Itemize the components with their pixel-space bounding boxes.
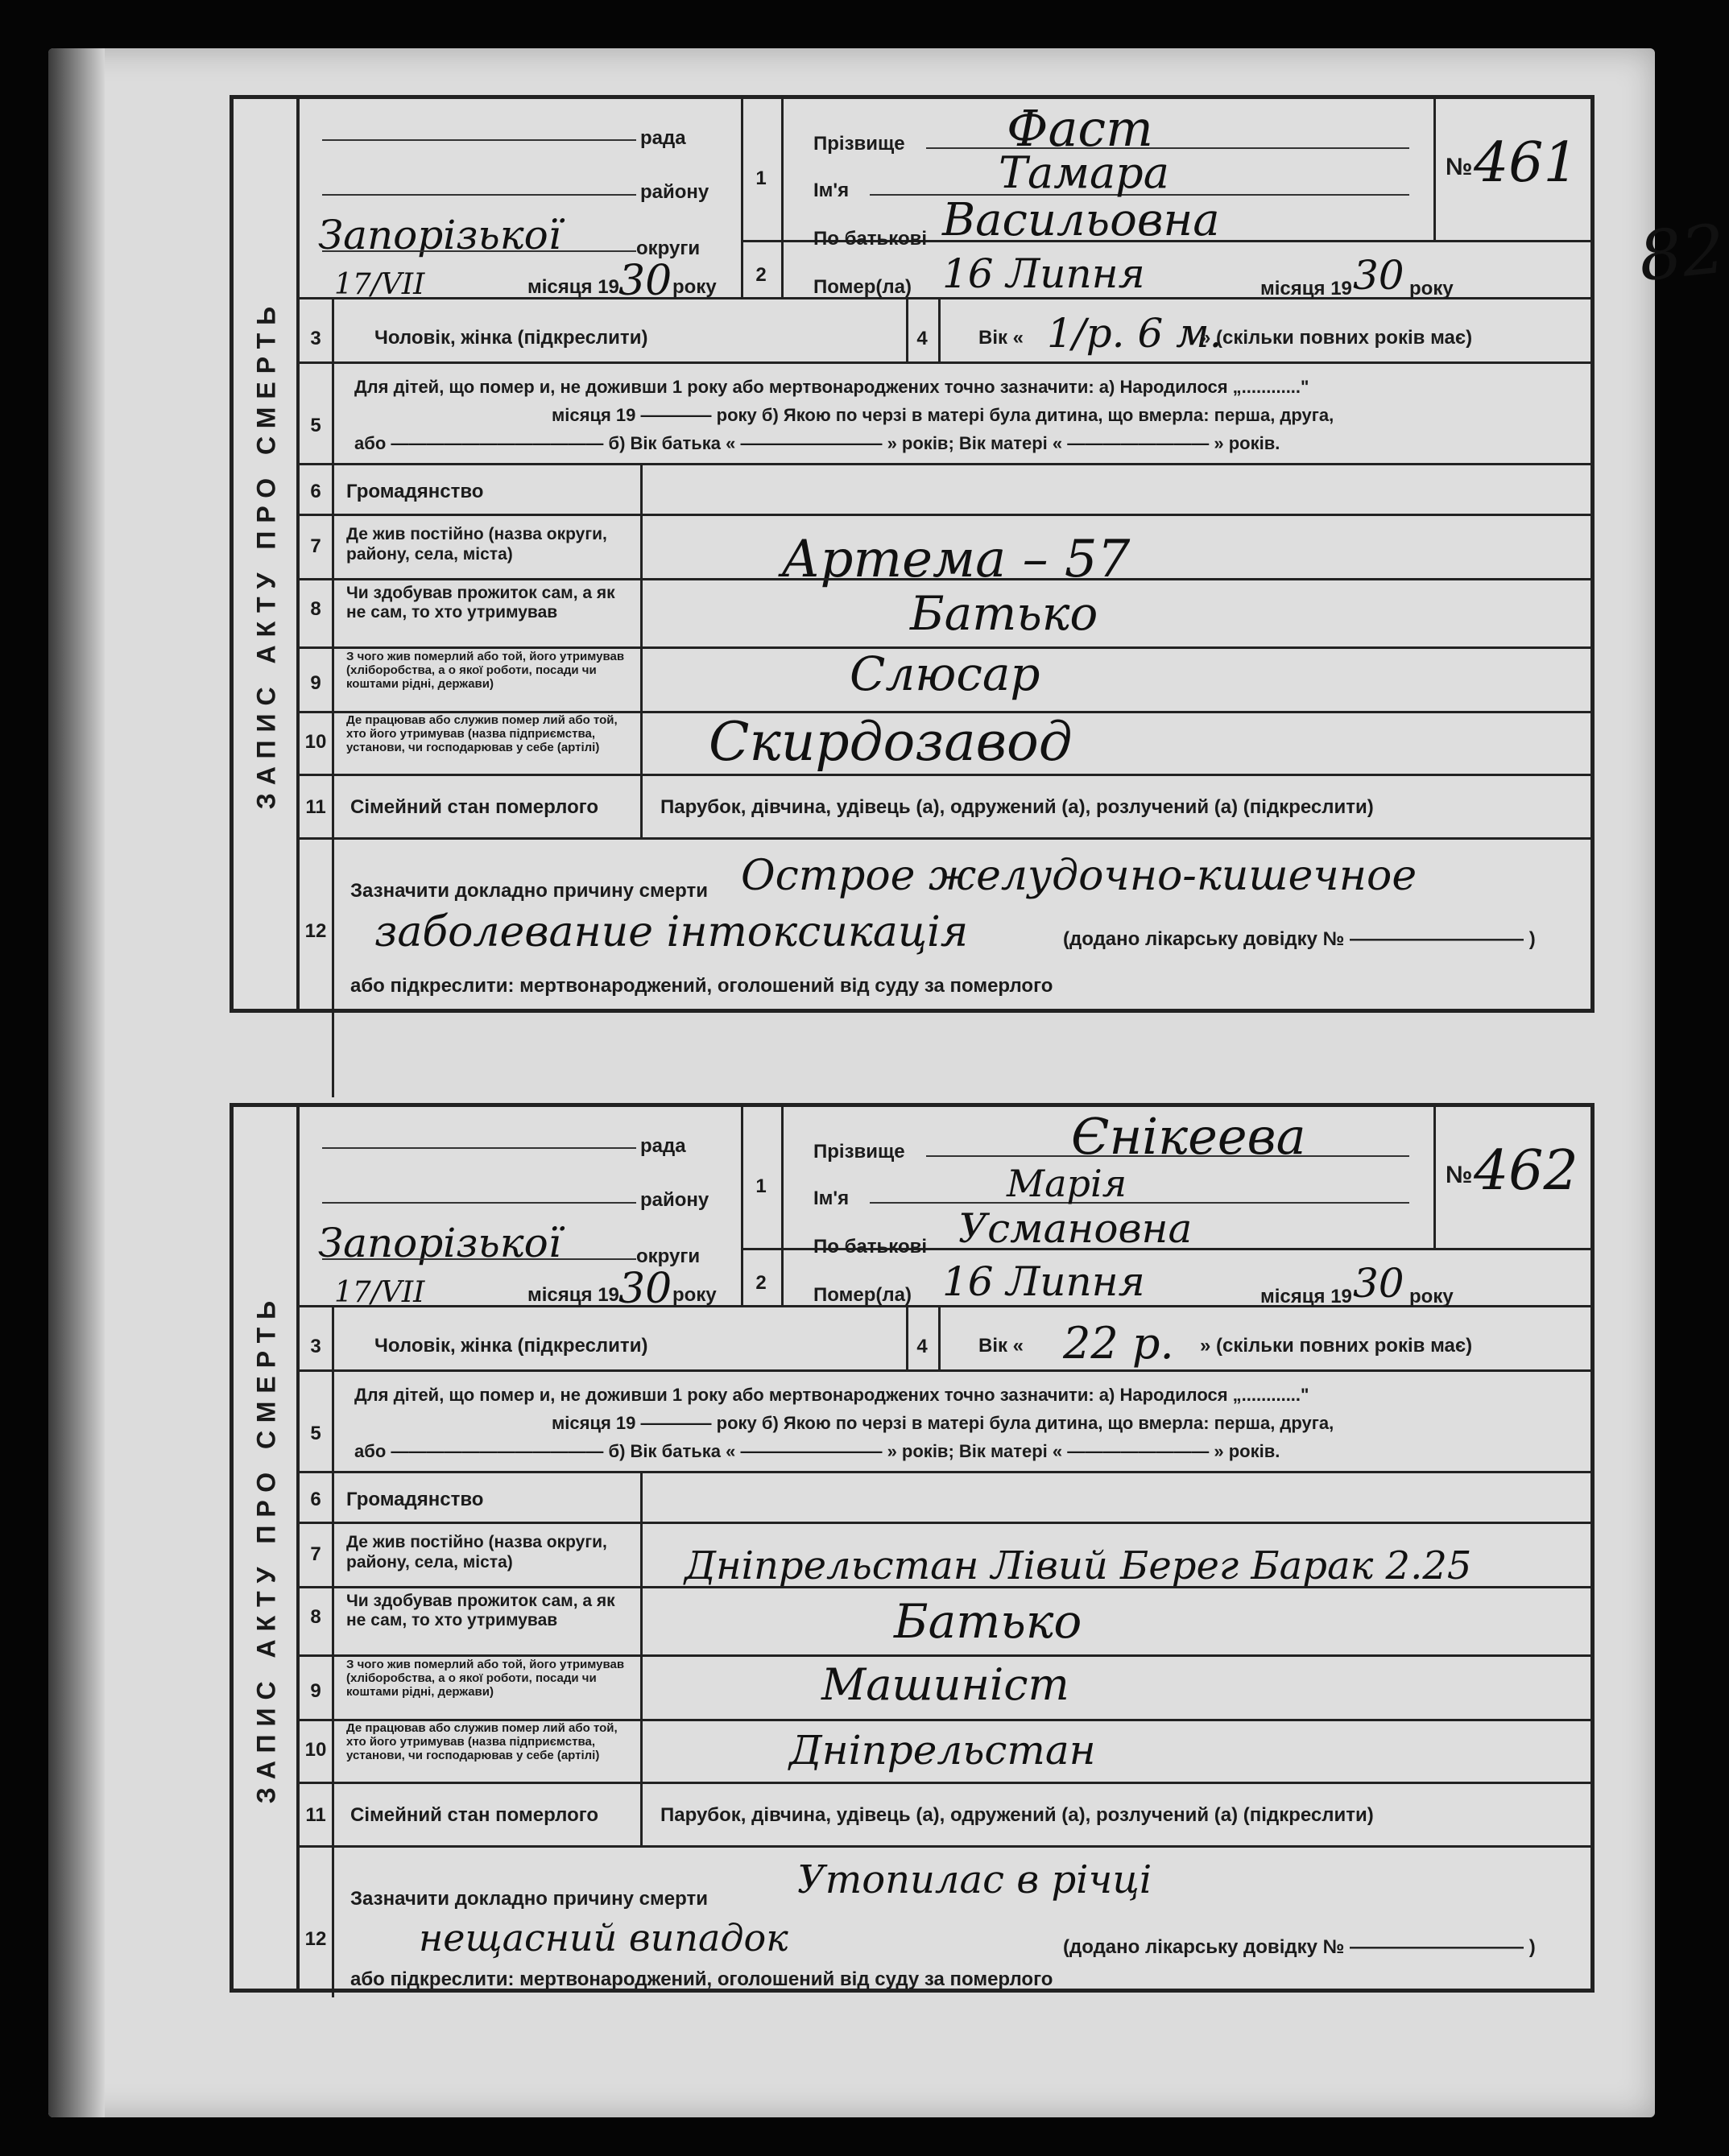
marital-label: Сімейний стан померлого (350, 796, 599, 818)
cause-certificate: (додано лікарську довідку № ————————— ) (1063, 928, 1536, 950)
row-number-10: 10 (304, 1739, 327, 1761)
workplace-label: Де працював або служив помер лий або той, хто його утримував (назва підприємства, установи, чи господарював у себе (артілі) (346, 713, 618, 754)
cause-label: Зазначити докладно причину смерти (350, 1888, 708, 1910)
okrug-value: Запорізької (318, 1220, 561, 1266)
row-number-10: 10 (304, 731, 327, 753)
row-number-3: 3 (310, 1336, 321, 1357)
residence-value: Дніпрельстан Лівий Берег Барак 2.25 (685, 1543, 1472, 1588)
reg-year-label: року (672, 276, 717, 298)
surname-label: Прізвище (813, 1141, 905, 1163)
livelihood-label: Чи здобував прожиток сам, а як не сам, то хто утримував (346, 1592, 615, 1629)
cause-certificate: (додано лікарську довідку № ————————— ) (1063, 1936, 1536, 1958)
name-value: Тамара (999, 147, 1169, 198)
surname-value: Єнікеева (1071, 1107, 1306, 1166)
rada-label: рада (640, 1135, 686, 1157)
row-number-8: 8 (310, 598, 321, 620)
death-record-card (230, 1103, 1595, 1993)
patronymic-value: Усмановна (958, 1205, 1193, 1252)
workplace-value: Дніпрельстан (789, 1727, 1096, 1774)
cause-value-1: Утопилас в річці (797, 1857, 1152, 1902)
death-date-value: 16 Липня (942, 250, 1145, 297)
death-date-value: 16 Липня (942, 1258, 1145, 1305)
sex-label: Чоловік, жінка (підкреслити) (374, 1335, 648, 1357)
row-number-7: 7 (310, 1543, 321, 1565)
residence-value: Артема – 57 (781, 530, 1131, 589)
residence-label: Де жив постійно (назва округи, району, села, міста) (346, 1533, 607, 1572)
row-number-9: 9 (310, 672, 321, 694)
marital-options: Парубок, дівчина, удівець (а), одружений (а), розлучений (а) (підкреслити) (660, 796, 1374, 818)
name-label: Ім'я (813, 1187, 850, 1209)
age-value: 22 р. (1063, 1318, 1174, 1369)
row-number-6: 6 (310, 1489, 321, 1510)
row-number-5: 5 (310, 1423, 321, 1444)
citizenship-label: Громадянство (346, 481, 484, 502)
reg-day-value: 17/VII (334, 268, 425, 301)
row-number-11: 11 (305, 796, 326, 818)
cause-value-2: нещасний випадок (419, 1916, 788, 1960)
row-number-8: 8 (310, 1606, 321, 1628)
livelihood-value: Батько (910, 586, 1098, 641)
age-prefix: Вік « (978, 1335, 1024, 1357)
reg-month-label: місяця 19 (527, 1284, 619, 1306)
age-value: 1/р. 6 м. (1047, 310, 1222, 357)
rayonu-label: району (640, 181, 709, 203)
row-number-4: 4 (916, 1336, 928, 1357)
age-suffix: » (скільки повних років має) (1200, 1335, 1473, 1357)
citizenship-label: Громадянство (346, 1489, 484, 1510)
died-label: Помер(ла) (813, 1284, 912, 1306)
name-value: Марія (1007, 1162, 1127, 1205)
death-year-label: року (1409, 1286, 1454, 1307)
card-side-title (234, 99, 300, 1009)
row-number-2: 2 (755, 1272, 767, 1294)
row-number-1: 1 (755, 1175, 767, 1197)
patronymic-value: Васильовна (942, 194, 1220, 246)
death-year-value: 30 (1353, 252, 1404, 299)
rada-label: рада (640, 127, 686, 149)
death-month-label: місяця 19 (1260, 1286, 1352, 1307)
page-binding (48, 48, 105, 2117)
death-record-card (230, 95, 1595, 1013)
reg-month-label: місяця 19 (527, 276, 619, 298)
surname-value: Фаст (1007, 99, 1153, 158)
marital-options: Парубок, дівчина, удівець (а), одружений (а), розлучений (а) (підкреслити) (660, 1804, 1374, 1826)
occupation-label: З чого жив померлий або той, його утримував (хліборобства, а о якої роботи, посади чи коштами рідні, держави) (346, 650, 625, 691)
row-number-12: 12 (304, 1928, 327, 1950)
age-prefix: Вік « (978, 327, 1024, 349)
row-number-11: 11 (305, 1804, 326, 1826)
occupation-value: Машиніст (821, 1659, 1069, 1710)
marital-label: Сімейний стан померлого (350, 1804, 599, 1826)
death-year-label: року (1409, 278, 1454, 299)
children-line-3: або ———————————— б) Вік батька « ———————— » років; Вік матері « ———————— » років. (354, 1441, 1280, 1461)
surname-label: Прізвище (813, 133, 905, 155)
row-number-12: 12 (304, 920, 327, 942)
children-line-1: Для дітей, що помер и, не доживши 1 року або мертвонароджених точно зазначити: а) Народилося „............" (354, 377, 1309, 397)
children-line-3: або ———————————— б) Вік батька « ———————— » років; Вік матері « ———————— » років. (354, 433, 1280, 453)
cause-alt: або підкреслити: мертвонароджений, оголошений від суду за померлого (350, 1968, 1053, 1990)
row-number-6: 6 (310, 481, 321, 502)
patronymic-label: По батькові (813, 1236, 928, 1258)
record-number-label: № (1446, 154, 1473, 180)
death-year-value: 30 (1353, 1260, 1404, 1307)
folio-number: 82 (1635, 209, 1729, 297)
cause-value-1: Острое желудочно-кишечное (741, 852, 1417, 900)
cause-label: Зазначити докладно причину смерти (350, 880, 708, 902)
row-number-5: 5 (310, 415, 321, 436)
children-line-2: місяця 19 ———— року б) Якою по черзі в матері була дитина, що вмерла: перша, друга, (552, 1413, 1334, 1433)
row-number-1: 1 (755, 167, 767, 189)
residence-label: Де жив постійно (назва округи, району, села, міста) (346, 525, 607, 564)
side-title-text: ЗАПИС АКТУ ПРО СМЕРТЬ (251, 1292, 281, 1803)
okrug-value: Запорізької (318, 212, 561, 258)
record-number-value: 462 (1474, 1139, 1578, 1203)
patronymic-label: По батькові (813, 228, 928, 250)
row-number-2: 2 (755, 264, 767, 286)
livelihood-label: Чи здобував прожиток сам, а як не сам, то хто утримував (346, 584, 615, 622)
died-label: Помер(ла) (813, 276, 912, 298)
cause-value-2: заболевание інтоксикація (374, 908, 969, 956)
reg-year-value: 30 (618, 257, 672, 305)
okrugy-label: округи (636, 237, 701, 259)
row-number-7: 7 (310, 535, 321, 557)
workplace-value: Скирдозавод (709, 711, 1073, 773)
row-number-4: 4 (916, 328, 928, 349)
sex-label: Чоловік, жінка (підкреслити) (374, 327, 648, 349)
occupation-label: З чого жив померлий або той, його утримував (хліборобства, а о якої роботи, посади чи коштами рідні, держави) (346, 1658, 625, 1699)
rayonu-label: району (640, 1189, 709, 1211)
occupation-value: Слюсар (850, 646, 1040, 701)
card-side-title (234, 1107, 300, 1989)
children-line-1: Для дітей, що помер и, не доживши 1 року або мертвонароджених точно зазначити: а) Народилося „............" (354, 1385, 1309, 1405)
age-suffix: » (скільки повних років має) (1200, 327, 1473, 349)
row-number-9: 9 (310, 1680, 321, 1702)
reg-year-value: 30 (618, 1265, 672, 1313)
name-label: Ім'я (813, 180, 850, 201)
row-number-3: 3 (310, 328, 321, 349)
workplace-label: Де працював або служив помер лий або той, хто його утримував (назва підприємства, установи, чи господарював у себе (артілі) (346, 1721, 618, 1762)
death-month-label: місяця 19 (1260, 278, 1352, 299)
reg-day-value: 17/VII (334, 1276, 425, 1309)
cause-alt: або підкреслити: мертвонароджений, оголошений від суду за померлого (350, 975, 1053, 997)
livelihood-value: Батько (894, 1594, 1082, 1649)
record-number-label: № (1446, 1162, 1473, 1188)
reg-year-label: року (672, 1284, 717, 1306)
children-line-2: місяця 19 ———— року б) Якою по черзі в матері була дитина, що вмерла: перша, друга, (552, 405, 1334, 425)
side-title-text: ЗАПИС АКТУ ПРО СМЕРТЬ (251, 298, 281, 810)
record-number-value: 461 (1474, 131, 1578, 195)
okrugy-label: округи (636, 1245, 701, 1267)
